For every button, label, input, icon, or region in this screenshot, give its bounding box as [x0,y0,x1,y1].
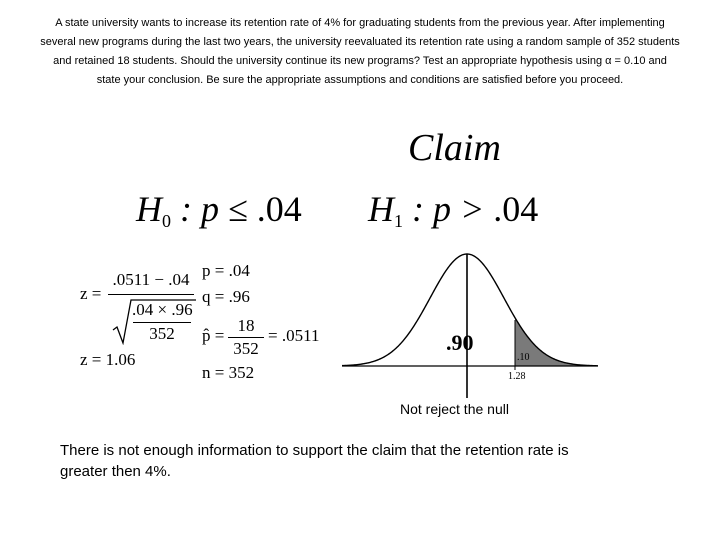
h0-subscript: 0 [162,211,171,231]
h0-symbol: H [136,189,162,229]
h1-value: .04 [493,189,539,229]
z-result: z = 1.06 [80,350,136,369]
h1-relation: : p > [412,189,494,229]
normal-curve-diagram [340,240,600,400]
h1-subscript: 1 [394,211,403,231]
test-result: Not reject the null [400,401,509,417]
p-hat-fraction-bar [228,337,264,338]
p-hat-numerator: 18 [237,316,255,335]
q-value-param: q = .96 [202,287,250,306]
critical-value-label: 1.28 [508,371,526,382]
z-inner-fraction-bar [133,322,191,323]
h0-value: .04 [256,189,302,229]
tail-area-label: .10 [517,352,530,363]
p-value-param: p = .04 [202,261,250,280]
alternative-hypothesis [368,188,538,232]
null-hypothesis [136,188,302,232]
z-inner-denominator: 352 [149,324,175,343]
z-fraction-bar [108,294,194,295]
problem-statement: A state university wants to increase its retention rate of 4% for graduating students from the previous year. After implementing several new programs during the last two years, the university reevaluated its retention rate using a random sample of 352 students and retained 18 students. Should the university continue its new programs? Test an appropriate hypothesis using α = 0.10 and state your conclusion. Be sure the appropriate assumptions and conditions are satisfied before you proceed. [40,17,680,86]
conclusion-text: There is not enough information to support the claim that the retention rate is greater then 4%. [60,442,569,480]
p-hat-lhs: p̂ = [202,326,225,345]
h1-symbol: H [368,189,394,229]
claim-label: Claim [408,127,501,169]
h0-relation: : p ≤ [180,189,257,229]
z-inner-numerator: .04 × .96 [132,300,193,319]
center-area-label: .90 [446,330,474,355]
n-param: n = 352 [202,363,255,382]
p-hat-result: = .0511 [268,326,320,345]
z-lhs: z = [80,284,102,303]
p-hat-denominator: 352 [233,339,259,358]
z-numerator: .0511 − .04 [112,270,190,289]
